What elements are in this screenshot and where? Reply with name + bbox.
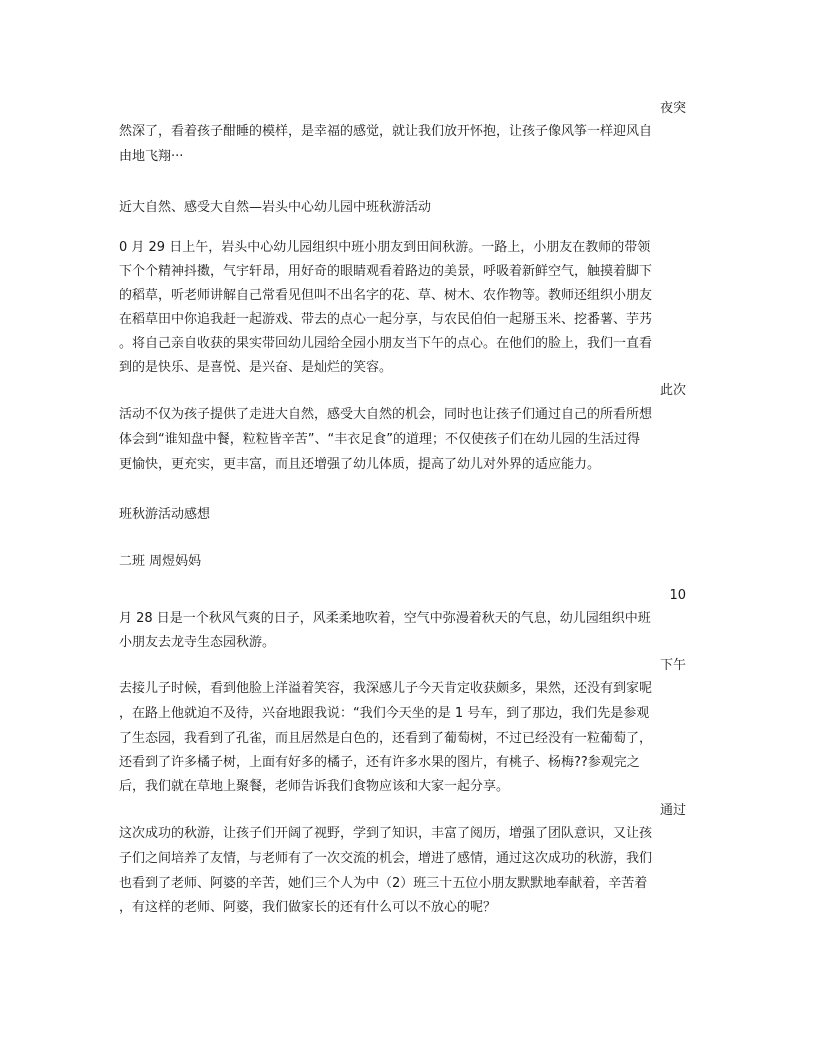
text-line: 去接儿子时候，看到他脸上洋溢着笑容，我深感儿子今天肯定收获颇多，果然，还没有到家呢 <box>119 681 653 696</box>
text-line: 通过 <box>659 803 686 818</box>
text-line: 月 28 日是一个秋风气爽的日子，风柔柔地吹着，空气中弥漫着秋天的气息，幼儿园组织中班 <box>119 611 651 626</box>
text-line: 然深了，看着孩子酣睡的模样，是幸福的感觉，就让我们放开怀抱，让孩子像风筝一样迎风自 <box>119 124 653 139</box>
text-line: 夜突 <box>659 101 686 116</box>
section-heading: 近大自然、感受大自然—岩头中心幼儿园中班秋游活动 <box>119 200 432 215</box>
text-line: 下个个精神抖擞，气宇轩昂，用好奇的眼睛观看着路边的美景，呼吸着新鲜空气，触摸着脚下 <box>119 264 653 279</box>
author-line: 二班 周煜妈妈 <box>119 554 202 569</box>
text-line: 10 <box>669 588 686 603</box>
text-line: 子们之间培养了友情，与老师有了一次交流的机会，增进了感情，通过这次成功的秋游，我们 <box>119 851 653 866</box>
text-line: 。将自己亲自收获的果实带回幼儿园给全园小朋友当下午的点心。在他们的脸上，我们一直看 <box>119 336 653 351</box>
text-line: 小朋友去龙寺生态园秋游。 <box>119 635 276 650</box>
text-line: 到的是快乐、是喜悦、是兴奋、是灿烂的笑容。 <box>119 360 393 375</box>
text-line: 的稻草，听老师讲解自己常看见但叫不出名字的花、草、树木、农作物等。教师还组织小朋友 <box>119 288 653 303</box>
text-line: 由地飞翔··· <box>119 149 184 164</box>
text-line: 此次 <box>659 383 686 398</box>
text-line: 0 月 29 日上午，岩头中心幼儿园组织中班小朋友到田间秋游。一路上，小朋友在教师的带领 <box>119 240 651 255</box>
text-line: 在稻草田中你追我赶一起游戏、带去的点心一起分享，与农民伯伯一起掰玉米、挖番薯、芋艿 <box>119 312 653 327</box>
text-line: 下午 <box>659 658 686 673</box>
text-line: 活动不仅为孩子提供了走进大自然，感受大自然的机会，同时也让孩子们通过自己的所看所想 <box>119 407 653 422</box>
text-line: 还看到了许多橘子树，上面有好多的橘子，还有许多水果的图片，有桃子、杨梅??参观完之 <box>119 755 640 770</box>
text-line: 后，我们就在草地上聚餐，老师告诉我们食物应该和大家一起分享。 <box>119 779 510 794</box>
text-line: 体会到“谁知盘中餐，粒粒皆辛苦”、“丰衣足食”的道理；不仅使孩子们在幼儿园的生活过得 <box>119 432 640 447</box>
text-line: ，有这样的老师、阿婆，我们做家长的还有什么可以不放心的呢？ <box>119 900 497 915</box>
text-line: 了生态园，我看到了孔雀，而且居然是白色的，还看到了葡萄树，不过已经没有一粒葡萄了， <box>119 731 653 746</box>
section-heading: 班秋游活动感想 <box>119 507 211 522</box>
text-line: 也看到了老师、阿婆的辛苦，她们三个人为中（2）班三十五位小朋友默默地奉献着，辛苦着 <box>119 876 648 891</box>
text-line: 更愉快，更充实，更丰富，而且还增强了幼儿体质，提高了幼儿对外界的适应能力。 <box>119 457 601 472</box>
text-line: 这次成功的秋游，让孩子们开阔了视野，学到了知识，丰富了阅历，增强了团队意识，又让孩 <box>119 826 653 841</box>
text-line: ，在路上他就迫不及待，兴奋地跟我说：“我们今天坐的是 1 号车，到了那边，我们先是参观 <box>119 706 650 721</box>
